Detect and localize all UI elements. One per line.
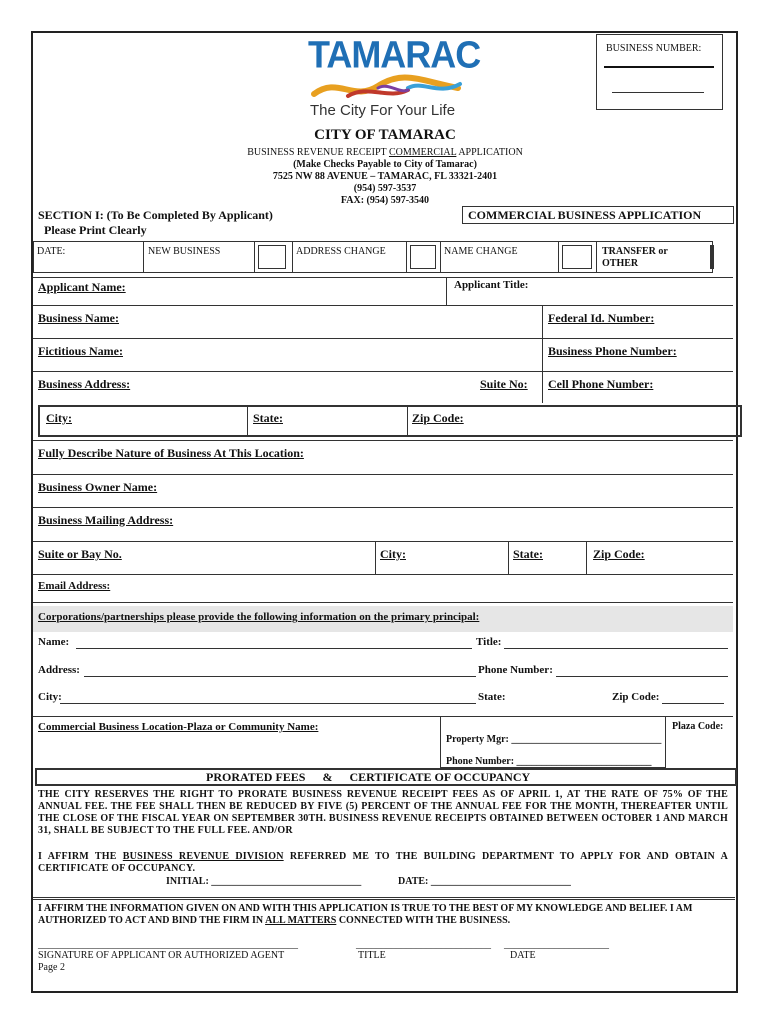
- divider: [586, 541, 587, 574]
- title-label: TITLE: [358, 950, 386, 961]
- owner-name-label: Business Owner Name:: [38, 480, 158, 494]
- application-type-label: COMMERCIAL BUSINESS APPLICATION: [468, 208, 702, 222]
- header-line2: (Make Checks Payable to City of Tamarac): [293, 159, 477, 170]
- principal-name-line[interactable]: [76, 648, 472, 649]
- address-change-checkbox[interactable]: [410, 245, 436, 269]
- divider: [407, 405, 408, 437]
- logo-wordmark: TAMARAC: [308, 32, 481, 76]
- header-line5: FAX: (954) 597-3540: [340, 195, 430, 206]
- principal-state-label: State:: [478, 691, 506, 703]
- divider: [446, 277, 447, 305]
- transfer-label-line1: TRANSFER or: [602, 246, 668, 257]
- plaza-code-label: Plaza Code:: [672, 721, 724, 732]
- divider: [143, 241, 144, 273]
- property-mgr-field[interactable]: Property Mgr: ______________________________: [446, 734, 662, 745]
- principal-city-line[interactable]: [60, 703, 476, 704]
- name-change-checkbox[interactable]: [562, 245, 592, 269]
- divider: [33, 507, 733, 508]
- divider: [33, 541, 733, 542]
- title-line[interactable]: ___________________________: [356, 939, 491, 950]
- divider: [33, 338, 733, 339]
- header-line1-commercial: COMMERCIAL: [388, 147, 457, 158]
- affirmation-line2-all-matters: ALL MATTERS: [265, 915, 337, 926]
- new-business-checkbox[interactable]: [258, 245, 286, 269]
- divider: [33, 602, 733, 603]
- business-number-field-2[interactable]: [612, 92, 704, 93]
- print-clearly-note: Please Print Clearly: [44, 223, 147, 237]
- business-phone-label: Business Phone Number:: [548, 344, 677, 358]
- zip-label: Zip Code:: [412, 411, 464, 425]
- divider: [292, 241, 293, 273]
- affirmation-line2: [38, 915, 510, 926]
- co-date-field[interactable]: DATE: ____________________________: [398, 876, 571, 887]
- affirm-building-post: REFERRED ME TO THE BUILDING DEPARTMENT TO APPLY FOR AND OBTAIN A CERTIFICATE OF OCCUPANCY.: [38, 851, 728, 874]
- date-label-bottom: DATE: [510, 950, 536, 961]
- principal-name-label: Name:: [38, 636, 70, 648]
- divider: [542, 305, 543, 403]
- divider: [406, 241, 407, 273]
- location-label: Commercial Business Location-Plaza or Community Name:: [38, 721, 319, 733]
- divider: [33, 277, 733, 278]
- divider: [558, 241, 559, 273]
- date-label: DATE:: [37, 246, 66, 257]
- principal-title-label: Title:: [476, 636, 502, 648]
- prorated-heading-1: PRORATED FEES: [206, 770, 306, 784]
- cell-phone-label: Cell Phone Number:: [548, 377, 654, 391]
- divider: [375, 541, 376, 574]
- page-number: Page 2: [38, 962, 65, 973]
- divider: [33, 897, 735, 900]
- affirmation-line1: I AFFIRM THE INFORMATION GIVEN ON AND WITH THIS APPLICATION IS TRUE TO THE BEST OF MY KNOWLEDGE AND BELIEF. I AM: [38, 903, 693, 914]
- mailing-address-label: Business Mailing Address:: [38, 513, 174, 527]
- transfer-checkbox[interactable]: [710, 245, 714, 269]
- affirmation-line2-pre: AUTHORIZED TO ACT AND BIND THE FIRM IN: [38, 915, 266, 926]
- federal-id-label: Federal Id. Number:: [548, 311, 655, 325]
- prorated-heading-2: CERTIFICATE OF OCCUPANCY: [349, 770, 531, 784]
- signature-label: SIGNATURE OF APPLICANT OR AUTHORIZED AGENT: [38, 950, 285, 961]
- divider: [440, 241, 441, 273]
- divider: [596, 241, 597, 273]
- divider: [508, 541, 509, 574]
- divider: [33, 305, 733, 306]
- city-row: [38, 405, 742, 437]
- applicant-name-label: Applicant Name:: [38, 280, 126, 294]
- divider: [33, 574, 733, 575]
- principal-zip-line[interactable]: [662, 703, 724, 704]
- mailing-state-label: State:: [513, 547, 543, 561]
- state-label: State:: [253, 411, 283, 425]
- divider: [33, 440, 733, 441]
- initial-field[interactable]: INITIAL: ______________________________: [166, 876, 362, 887]
- suite-no-label: Suite No:: [480, 377, 528, 391]
- header-line4: (954) 597-3537: [353, 183, 417, 194]
- affirm-building-division: BUSINESS REVENUE DIVISION: [122, 851, 284, 862]
- divider: [254, 241, 255, 273]
- divider: [247, 405, 248, 437]
- name-change-label: NAME CHANGE: [444, 246, 518, 257]
- principal-city-label: City:: [38, 691, 62, 703]
- nature-label: Fully Describe Nature of Business At This Location:: [38, 446, 304, 460]
- header-line1-post: APPLICATION: [456, 147, 523, 158]
- prorated-heading: [206, 770, 530, 785]
- principal-address-line[interactable]: [84, 676, 476, 677]
- business-name-label: Business Name:: [38, 311, 120, 325]
- city-logo: [300, 32, 481, 124]
- affirm-building: [38, 851, 728, 875]
- new-business-label: NEW BUSINESS: [148, 246, 221, 257]
- address-change-label: ADDRESS CHANGE: [296, 246, 386, 257]
- section-heading: SECTION I: (To Be Completed By Applicant): [38, 208, 273, 222]
- suite-bay-label: Suite or Bay No.: [38, 547, 122, 561]
- applicant-title-label: Applicant Title:: [454, 279, 529, 291]
- divider: [33, 371, 733, 372]
- mailing-zip-label: Zip Code:: [593, 547, 645, 561]
- business-number-field[interactable]: [604, 66, 714, 68]
- divider: [33, 474, 733, 475]
- header-line3: 7525 NW 88 AVENUE – TAMARAC, FL 33321-2401: [272, 171, 498, 182]
- affirm-building-pre: I AFFIRM THE: [38, 851, 123, 862]
- logo-wave-icon: [308, 74, 468, 104]
- city-label: City:: [46, 411, 72, 425]
- property-phone-field[interactable]: Phone Number: ___________________________: [446, 756, 652, 767]
- mailing-city-label: City:: [380, 547, 406, 561]
- header-line1: [185, 147, 585, 158]
- prorated-paragraph: THE CITY RESERVES THE RIGHT TO PRORATE BUSINESS REVENUE RECEIPT FEES AS OF APRIL 1, AT THE RATE OF 75% OF THE ANNUAL FEE. THE FEE SHALL THEN BE REDUCED BY FIVE (5) PERCENT OF THE ANNUAL FEE FOR THE MONTH, THEREAFTER UNTIL THE CLOSE OF THE FISCAL YEAR ON SEPTEMBER 30TH. BUSINESS REVENUE RECEIPTS OBTAINED BETWEEN OCTOBER 1 AND MARCH 31, SHALL BE SUBJECT TO THE FULL FEE. AND/OR: [38, 789, 728, 836]
- principal-phone-line[interactable]: [556, 676, 728, 677]
- date-line[interactable]: _____________________: [504, 939, 609, 950]
- principal-title-line[interactable]: [504, 648, 728, 649]
- transfer-label-line2: OTHER: [602, 258, 639, 269]
- business-number-label: BUSINESS NUMBER:: [606, 43, 702, 54]
- header-line1-pre: BUSINESS REVENUE RECEIPT: [247, 147, 389, 158]
- principal-phone-label: Phone Number:: [478, 664, 553, 676]
- transfer-label: [602, 246, 668, 270]
- email-label: Email Address:: [38, 580, 111, 592]
- principal-address-label: Address:: [38, 664, 80, 676]
- page-title: CITY OF TAMARAC: [314, 127, 456, 143]
- affirmation-line2-post: CONNECTED WITH THE BUSINESS.: [336, 915, 511, 926]
- principal-zip-label: Zip Code:: [612, 691, 660, 703]
- business-address-label: Business Address:: [38, 377, 131, 391]
- fictitious-name-label: Fictitious Name:: [38, 344, 123, 358]
- logo-tagline: The City For Your Life: [310, 102, 456, 119]
- signature-line[interactable]: ____________________________________________________: [38, 939, 298, 950]
- principal-heading: Corporations/partnerships please provide the following information on the primary principal:: [38, 611, 480, 623]
- prorated-heading-amp: &: [322, 770, 333, 784]
